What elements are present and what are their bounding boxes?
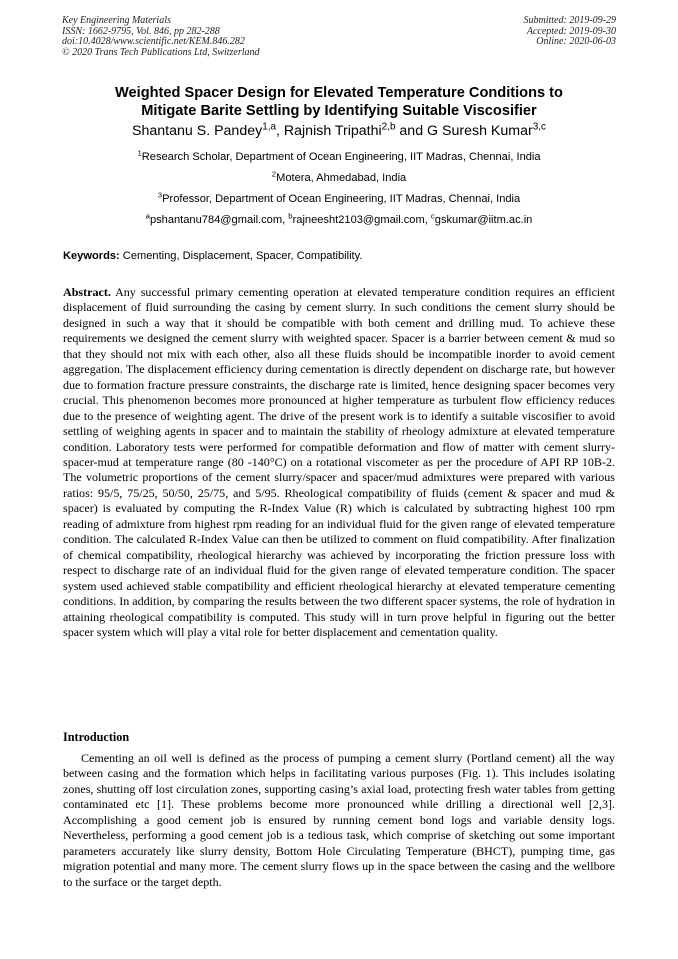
email-text: gskumar@iitm.ac.in bbox=[434, 214, 533, 226]
online-date: Online: 2020-06-03 bbox=[536, 36, 616, 47]
affiliation-superscript: 2 bbox=[271, 169, 277, 179]
email-superscript: c bbox=[430, 211, 435, 221]
issn-line: ISSN: 1662-9795, Vol. 846, pp 282-288 bbox=[62, 25, 220, 37]
affiliation-text: Research Scholar, Department of Ocean Engineering, IIT Madras, Chennai, India bbox=[141, 151, 541, 163]
author-superscript: 3,c bbox=[532, 121, 546, 133]
author-superscript: 2,b bbox=[381, 121, 396, 133]
affiliation-2 bbox=[40, 169, 638, 184]
affiliation-text: Professor, Department of Ocean Engineering, IIT Madras, Chennai, India bbox=[162, 193, 521, 205]
paper-title bbox=[70, 84, 608, 120]
keywords-line bbox=[63, 250, 615, 262]
author-separator: , bbox=[276, 123, 284, 139]
journal-info bbox=[62, 16, 260, 58]
email-superscript: a bbox=[145, 211, 150, 221]
journal-name: Key Engineering Materials bbox=[62, 15, 171, 26]
doi-line: doi:10.4028/www.scientific.net/KEM.846.282 bbox=[62, 36, 245, 47]
affiliation-text: Motera, Ahmedabad, India bbox=[276, 172, 407, 184]
introduction-paragraph: Cementing an oil well is defined as the process of pumping a cement slurry (Portland cement) all the way between casing and the formation which helps in facilitating various purposes (Fig. 1). This includes isolating zones, shutting off lost circulation zones, supporting casing’s axial load, protecting fresh water tables from getting contaminated etc [1]. These problems become more pronounced while drilling a directional well [2,3]. Accomplishing a good cement job is ensured by running cement bond logs and variable density logs. Nevertheless, performing a good cement job is a tedious task, which comprise of sketching out some important parameters accurately like slurry density, Bottom Hole Circulating Temperature (BHCT), pumping time, gas migration potential and many more. The cement slurry flows up in the space between the casing and the wellbore to the surface or the target depth. bbox=[63, 751, 615, 889]
affiliation-superscript: 1 bbox=[137, 148, 142, 158]
email-text: pshantanu784@gmail.com, bbox=[149, 214, 289, 226]
title-line-1: Weighted Spacer Design for Elevated Temperature Conditions to bbox=[115, 85, 563, 101]
introduction-heading: Introduction bbox=[63, 730, 130, 744]
affiliation-superscript: 3 bbox=[157, 190, 163, 200]
submission-dates bbox=[524, 16, 617, 48]
author-name: G Suresh Kumar bbox=[427, 123, 533, 139]
title-line-2: Mitigate Barite Settling by Identifying Suitable Viscosifier bbox=[141, 103, 537, 119]
email-superscript: b bbox=[288, 211, 293, 221]
author-emails bbox=[40, 211, 638, 226]
author-list bbox=[50, 123, 628, 139]
author-superscript: 1,a bbox=[262, 121, 276, 133]
affiliation-3 bbox=[40, 190, 638, 205]
accepted-date: Accepted: 2019-09-30 bbox=[526, 25, 616, 37]
keywords-label: Keywords: bbox=[63, 250, 120, 262]
submitted-date: Submitted: 2019-09-29 bbox=[523, 15, 616, 26]
abstract-paragraph bbox=[63, 285, 615, 640]
author-name: Rajnish Tripathi bbox=[283, 123, 382, 139]
copyright-line: © 2020 Trans Tech Publications Ltd, Switzerland bbox=[62, 46, 260, 58]
affiliation-1 bbox=[40, 148, 638, 163]
abstract-label: Abstract. bbox=[63, 285, 111, 299]
author-separator: and bbox=[395, 123, 428, 139]
keywords-text: Cementing, Displacement, Spacer, Compatibility. bbox=[119, 250, 363, 262]
abstract-text: Any successful primary cementing operation at elevated temperature condition requires an efficient displacement of fluid surrounding the casing by cement slurry. In such conditions the cement slurry should be designed in such a way that it should be compatible with both cement and drilling mud. To achieve these requirements we designed the cement slurry with weighted spacer. Spacer is a barrier between cement & mud so that they should not mix with each other, also all these fluids should be incompatible inorder to avoid cement aggregation. The displacement efficiency during cementation is directly dependent on discharge rate, but however due to formation fracture pressure constraints, the discharge rate is limited, hence designing spacer becomes very crucial. This phenomenon becomes more pronounced at higher temperature as turbulent flow efficiency reduces due to the presence of weighting agent. The drive of the present work is to identify a suitable viscosifier to avoid settling of weighing agents in spacer and to maintain the stability of rheology admixture at elevated temperature condition. Laboratory tests were performed for compatible deformation and flow of matter with cement slurry-spacer-mud at temperature range (80 -140°C) on a rotational viscometer as per the procedure of API RP 10B-2. The volumetric proportions of the cement slurry/spacer and spacer/mud admixtures were prepared with various ratios: 95/5, 75/25, 50/50, 25/75, and 5/95. Rheological compatibility of fluids (cement & spacer and mud & spacer) is evaluated by computing the R-Index Value (R) which is calculated by subtracting highest 100 rpm reading of admixture from highest rpm reading for an individual fluid for the given range of elevated temperature condition. The calculated R-Index Value can then be utilized to comment on fluid compatibility. After finalization of chemical compatibility, rheological hierarchy was achieved by incorporating the friction pressure loss with respect to discharge rate of an individual fluid for the given range of elevated temperature condition. The spacer system used achieved stable compatibility and efficient rheological hierarchy at elevated temperature cementing conditions. In addition, by comparing the results between the two different spacer systems, the role of hydration in attaining rheological compatibility is computed. This study will in turn prove helpful in figuring out the better spacer system which will play a vital role for better displacement and cementation quality. bbox=[63, 285, 615, 639]
author-name: Shantanu S. Pandey bbox=[132, 123, 263, 139]
email-text: rajneesht2103@gmail.com, bbox=[292, 214, 431, 226]
